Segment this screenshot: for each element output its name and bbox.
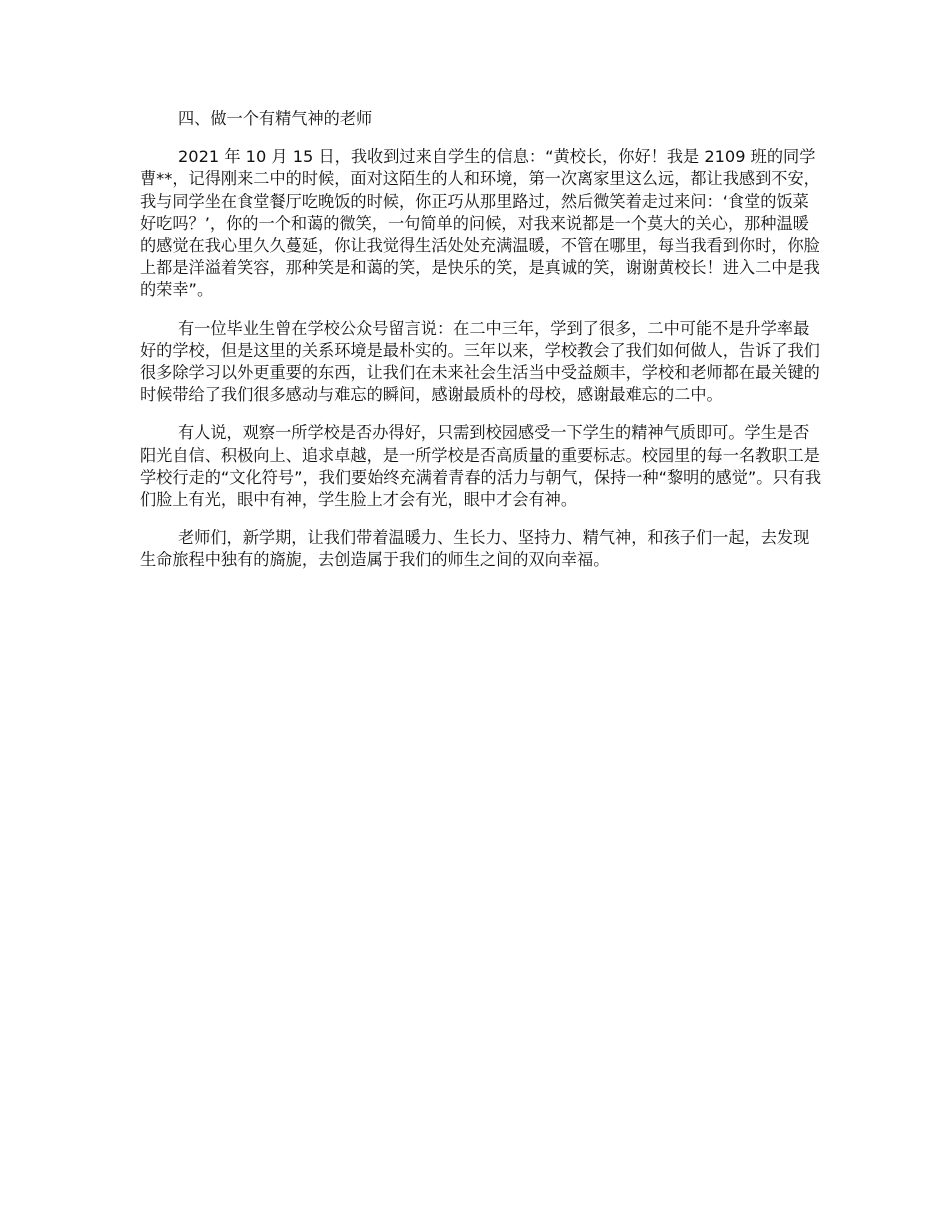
paragraph-school-spirit: 有人说，观察一所学校是否办得好，只需到校园感受一下学生的精神气质即可。学生是否阳光自信、积极向上、追求卓越，是一所学校是否高质量的重要标志。校园里的每一名教职工是学校行走的“文化符号”，我们要始终充满着青春的活力与朝气，保持一种“黎明的感觉”。只有我们脸上有光，眼中有神，学生脸上才会有光，眼中才会有神。 (140, 423, 822, 510)
paragraph-student-message: 2021 年 10 月 15 日，我收到过来自学生的信息：“黄校长，你好！我是 2109 班的同学曹**，记得刚来二中的时候，面对这陌生的人和环境，第一次离家里这么远，都让我感到不安，我与同学坐在食堂餐厅吃晚饭的时候，你正巧从那里路过，然后微笑着走过来问：‘食堂的饭菜好吃吗？’，你的一个和蔼的微笑，一句简单的问候，对我来说都是一个莫大的关心，那种温暖的感觉在我心里久久蔓延，你让我觉得生活处处充满温暖，不管在哪里，每当我看到你时，你脸上都是洋溢着笑容，那种笑是和蔼的笑，是快乐的笑，是真诚的笑，谢谢黄校长！进入二中是我的荣幸”。 (140, 147, 820, 300)
paragraph-closing: 老师们，新学期，让我们带着温暖力、生长力、坚持力、精气神，和孩子们一起，去发现生命旅程中独有的旖旎，去创造属于我们的师生之间的双向幸福。 (140, 528, 810, 570)
section-heading: 四、做一个有精气神的老师 (178, 109, 373, 128)
document-page (140, 108, 824, 588)
paragraph-graduate-comment: 有一位毕业生曾在学校公众号留言说：在二中三年，学到了很多，二中可能不是升学率最好的学校，但是这里的关系环境是最朴实的。三年以来，学校教会了我们如何做人，告诉了我们很多除学习以外更重要的东西，让我们在未来社会生活当中受益颇丰，学校和老师都在最关键的时候带给了我们很多感动与难忘的瞬间，感谢最质朴的母校，感谢最难忘的二中。 (140, 318, 820, 405)
